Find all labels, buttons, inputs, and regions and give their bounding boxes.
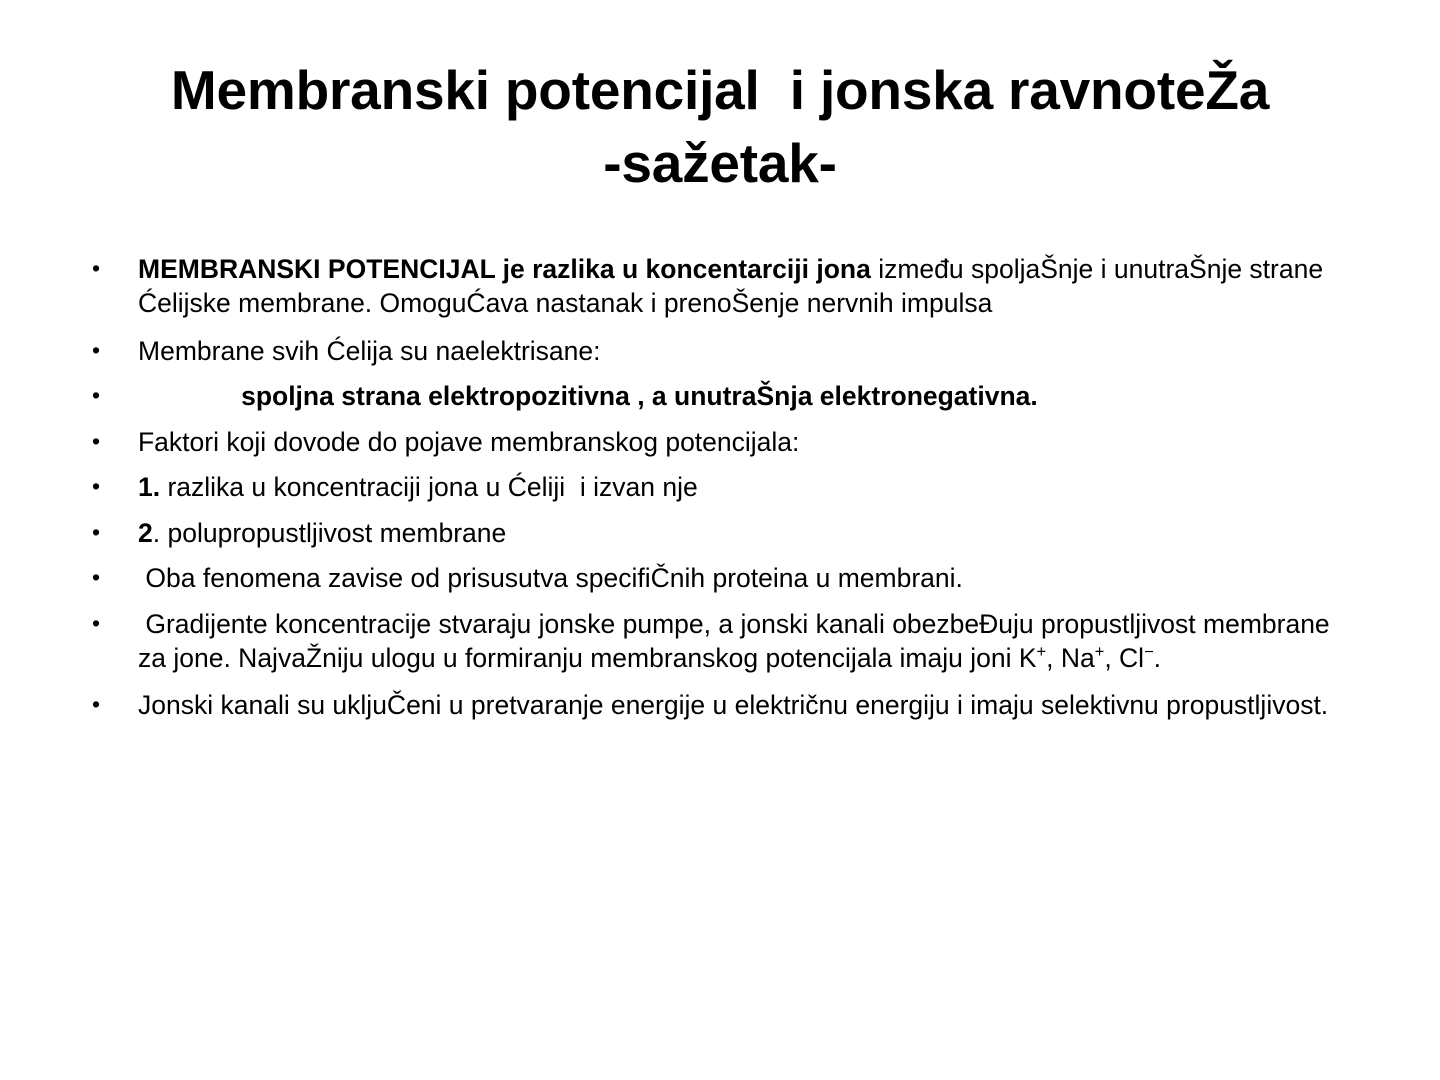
bullet-marker-icon: •	[92, 336, 101, 363]
bullet-bold-part: 1.	[138, 472, 161, 503]
bullet-marker-icon: •	[92, 382, 101, 409]
bullet-bold-part: MEMBRANSKI POTENCIJAL je razlika u koncentarciji jona	[138, 254, 871, 284]
bullet-marker-icon: •	[92, 427, 101, 454]
slide-title	[80, 54, 1360, 199]
bullet-text	[138, 425, 1340, 459]
bullet-text	[138, 252, 1340, 321]
bullet-item-spoljna-unutrasnja	[80, 379, 1340, 413]
bullet-marker-icon: •	[92, 564, 101, 591]
bullet-text	[138, 379, 1340, 413]
ion-separator-na: , Na	[1046, 642, 1095, 673]
bullet-bold-part: spoljna strana elektropozitivna , a unutraŠnja elektronegativna.	[138, 381, 1038, 412]
bullet-regular-part: Gradijente koncentracije stvaraju jonske pumpe, a jonski kanali obezbeĐuju propustljivost membrane za jone. NajvaŽniju ulogu u formiranju membranskog potencijala imaju joni K	[138, 608, 1338, 673]
bullet-regular-part: Membrane svih Ćelija su naelektrisane:	[138, 335, 601, 366]
bullet-text	[138, 516, 1340, 550]
bullet-item-faktor-2	[80, 516, 1340, 550]
bullet-item-faktor-1	[80, 470, 1340, 504]
bullet-item-membranski-potencijal	[80, 252, 1340, 321]
bullet-marker-icon: •	[92, 691, 101, 718]
bullet-list	[80, 252, 1340, 723]
bullet-text	[138, 607, 1340, 676]
bullet-item-faktori	[80, 425, 1340, 459]
title-line-1: Membranski potencijal i jonska ravnoteŽa	[170, 59, 1270, 121]
bullet-marker-icon: •	[92, 609, 101, 636]
bullet-regular-part: Faktori koji dovode do pojave membranskog potencijala:	[138, 426, 800, 457]
bullet-marker-icon: •	[92, 255, 101, 281]
bullet-text	[138, 561, 1340, 595]
bullet-regular-part: Jonski kanali su ukljuČeni u pretvaranje energije u električnu energiju i imaju selektivnu propustljivost.	[138, 690, 1329, 721]
bullet-marker-icon: •	[92, 473, 101, 500]
bullet-text	[138, 688, 1340, 722]
bullet-item-gradijente	[80, 607, 1340, 676]
bullet-item-membrane-naelektrisane	[80, 334, 1340, 368]
bullet-item-oba-fenomena	[80, 561, 1340, 595]
bullet-text	[138, 470, 1340, 504]
ion-separator-cl: , Cl	[1104, 642, 1145, 673]
bullet-marker-icon: •	[92, 518, 101, 545]
bullet-regular-part: . polupropustljivost membrane	[152, 517, 507, 548]
ion-charge-na: +	[1094, 643, 1105, 662]
bullet-text	[138, 334, 1340, 368]
bullet-bold-part: 2	[138, 517, 153, 548]
title-line-2: -sažetak-	[603, 131, 837, 194]
ion-charge-k: +	[1036, 643, 1047, 662]
bullet-regular-part: između spoljaŠnje i unutraŠnje strane Ćelijske membrane. OmoguĆava nastanak i prenoŠenje nervnih impulsa	[138, 254, 1331, 319]
bullet-regular-part: Oba fenomena zavise od prisusutva specifiČnih proteina u membrani.	[138, 563, 963, 594]
ion-charge-cl: −	[1144, 643, 1154, 662]
bullet-regular-part: razlika u koncentraciji jona u Ćeliji i izvan nje	[160, 472, 698, 503]
bullet-item-jonski-kanali	[80, 688, 1340, 722]
bullet-tail: .	[1153, 642, 1162, 673]
